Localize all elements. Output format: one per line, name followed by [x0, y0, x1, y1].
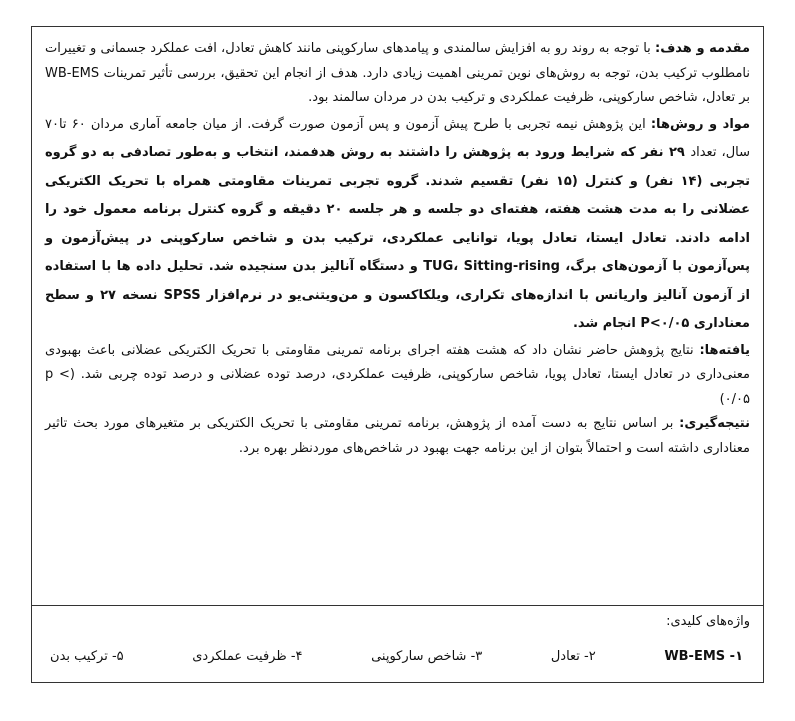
methods-text: ۲۹ نفر که شرایط ورود به پژوهش را داشتند به روش هدفمند، انتخاب و به‌طور تصادفی به دو گروه تجربی (۱۴ نفر) و کنترل (۱۵ نفر) تقسیم شدند. گروه تجربی تمرینات مقاومتی همراه با تحریک الکتریکی عضلانی را به مدت هشت هفته، هفته‌ای دو جلسه و هر جلسه ۲۰ دقیقه و گروه کنترل برنامه معمول خود را ادامه دادند. تعادل ایستا، تعادل پویا، توانایی عملکردی، ترکیب بدن و شاخص سارکوپنی در پیش‌آزمون و پس‌آزمون با آزمون‌های برگ، TUG، Sitting-rising و دستگاه آنالیز بدن سنجیده شد. تحلیل داده ها با استفاده از آزمون آنالیز واریانس با اندازه‌های تکراری، ویلکاکسون و من‌ویتنی‌یو در نرم‌افزار SPSS نسخه ۲۷ و سطح معناداری P<۰/۰۵ انجام شد.	[45, 145, 751, 331]
results-heading: یافته‌ها:	[699, 342, 750, 358]
intro-text: با توجه به روند رو به افزایش سالمندی و پیامدهای سارکوپنی مانند کاهش تعادل، افت عملکرد جسمانی و تغییرات نامطلوب ترکیب بدن، توجه به روش‌های نوین تمرینی اهمیت زیادی دارد. هدف از انجام این تحقیق، بررسی تأثیر تمرینات WB-EMS بر تعادل، شاخص سارکوپنی، ظرفیت عملکردی و ترکیب بدن در مردان سالمند بود.	[45, 41, 750, 105]
results-paragraph	[45, 339, 750, 413]
intro-paragraph	[45, 37, 750, 111]
keyword-item: ۱- WB-EMS	[664, 649, 743, 664]
intro-heading: مقدمه و هدف:	[655, 41, 750, 56]
keywords-title: واژه‌های کلیدی:	[666, 614, 750, 629]
conclusion-text: بر اساس نتایج به دست آمده از پژوهش، برنامه تمرینی مقاومتی با تحریک الکتریکی بر متغیرهای مورد بحث تاثیر معناداری داشته است و احتمالاً بتوان از این برنامه جهت بهبود در شاخص‌های موردنظر بهره برد.	[45, 416, 750, 456]
results-text: نتایج پژوهش حاضر نشان داد که هشت هفته اجرای برنامه تمرینی مقاومتی با تحریک الکتریکی عضلانی باعث بهبودی معنی‌داری در تعادل ایستا، تعادل پویا، شاخص سارکوپنی، ظرفیت عملکردی، درصد توده عضلانی و درصد توده چربی شد. (p < ۰/۰۵)	[45, 342, 750, 407]
conclusion-heading: نتیجه‌گیری:	[679, 416, 750, 431]
keyword-item: ۲- تعادل	[550, 649, 596, 664]
keywords-section	[32, 606, 763, 684]
conclusion-paragraph	[45, 412, 750, 461]
methods-lead: این پژوهش نیمه تجربی با طرح پیش آزمون و پس آزمون صورت گرفت. از میان جامعه آماری مردان ۶۰ تا۷۰ سال، تعداد	[45, 116, 751, 160]
keywords-list	[50, 649, 743, 664]
abstract-frame	[31, 26, 764, 683]
keyword-item: ۴- ظرفیت عملکردی	[192, 649, 303, 664]
keyword-item: ۵- ترکیب بدن	[50, 649, 124, 664]
abstract-section	[32, 27, 763, 606]
methods-heading: مواد و روش‌ها:	[650, 116, 750, 132]
keyword-item: ۳- شاخص سارکوپنی	[371, 649, 483, 664]
methods-paragraph	[45, 111, 750, 339]
